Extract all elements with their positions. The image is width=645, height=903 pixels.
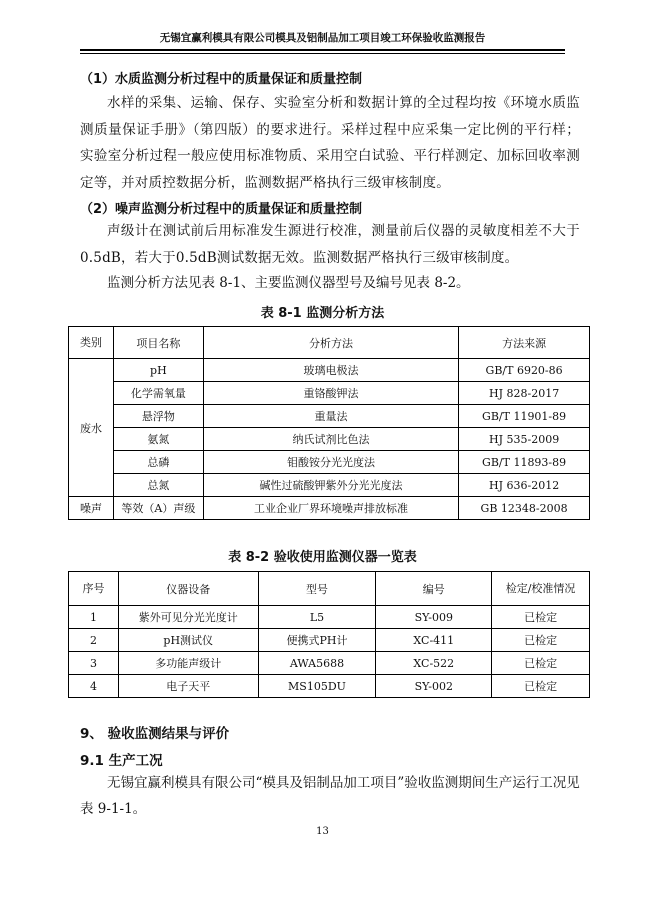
table-cell: 重量法 [203,405,458,428]
table-row [69,451,590,474]
table-row [69,629,590,652]
noise-qc-heading: （2）噪声监测分析过程中的质量保证和质量控制 [80,202,363,217]
table1-caption: 表 8-1 监测分析方法 [260,306,385,321]
table-cell: 氨氮 [113,428,203,451]
table-cell: 电子天平 [118,675,258,698]
table-cell: AWA5688 [258,652,376,675]
table-cell: MS105DU [258,675,376,698]
table-cell: HJ 535-2009 [459,428,590,451]
column-header: 方法来源 [459,327,590,359]
table-cell: 等效（A）声级 [113,497,203,520]
reference-paragraph: 监测分析方法见表 8-1、主要监测仪器型号及编号见表 8-2。 [107,275,470,291]
table-8-2 [68,571,590,698]
category-cell: 噪声 [69,497,114,520]
table-cell: 化学需氧量 [113,382,203,405]
table-cell: 重铬酸钾法 [203,382,458,405]
table-cell: XC-411 [376,629,492,652]
table-cell: 便携式PH计 [258,629,376,652]
column-header: 项目名称 [113,327,203,359]
column-header: 编号 [376,572,492,606]
page-number: 13 [316,826,329,837]
table-cell: 已检定 [492,652,590,675]
table-cell: HJ 828-2017 [459,382,590,405]
table-cell: 总氮 [113,474,203,497]
table-cell: 3 [69,652,119,675]
page-header: 无锡宜赢利模具有限公司模具及铝制品加工项目竣工环保验收监测报告 [80,30,565,51]
table-cell: 玻璃电极法 [203,359,458,382]
table-cell: 4 [69,675,119,698]
table-8-1 [68,326,590,520]
table-row [69,675,590,698]
noise-qc-paragraph: 声级计在测试前后用标准发生源进行校准，测量前后仪器的灵敏度相差不大于0.5dB，若大于0.5dB测试数据无效。监测数据严格执行三级审核制度。 [80,223,580,266]
table-cell: 已检定 [492,629,590,652]
table-cell: GB/T 11901-89 [459,405,590,428]
column-header: 仪器设备 [118,572,258,606]
table2-caption: 表 8-2 验收使用监测仪器一览表 [228,550,417,565]
water-qc-heading: （1）水质监测分析过程中的质量保证和质量控制 [80,72,363,87]
table-row [69,497,590,520]
production-paragraph: 无锡宜赢利模具有限公司“模具及铝制品加工项目”验收监测期间生产运行工况见表 9-1-1。 [80,775,580,817]
table-cell: 已检定 [492,675,590,698]
table-row [69,652,590,675]
table-cell: 多功能声级计 [118,652,258,675]
table-cell: 2 [69,629,119,652]
table-cell: 纳氏试剂比色法 [203,428,458,451]
table-cell: HJ 636-2012 [459,474,590,497]
table-cell: L5 [258,606,376,629]
column-header: 分析方法 [203,327,458,359]
table-cell: 紫外可见分光光度计 [118,606,258,629]
table-cell: GB/T 11893-89 [459,451,590,474]
table-row [69,382,590,405]
table-row [69,606,590,629]
table-cell: SY-002 [376,675,492,698]
table-header-row [69,572,590,606]
column-header: 类别 [69,327,114,359]
table-cell: SY-009 [376,606,492,629]
table-row [69,359,590,382]
table-cell: 已检定 [492,606,590,629]
table-cell: 碱性过硫酸钾紫外分光光度法 [203,474,458,497]
table-cell: 1 [69,606,119,629]
table-cell: 工业企业厂界环境噪声排放标准 [203,497,458,520]
water-qc-paragraph: 水样的采集、运输、保存、实验室分析和数据计算的全过程均按《环境水质监测质量保证手册》（第四版）的要求进行。采样过程中应采集一定比例的平行样；实验室分析过程一般应使用标准物质、采用空白试验、平行样测定、加标回收率测定等，并对质控数据分析，监测数据严格执行三级审核制度。 [80,95,580,191]
section-9-1-heading: 9.1 生产工况 [80,753,163,769]
table-cell: pH测试仪 [118,629,258,652]
section-9-heading: 9、 验收监测结果与评价 [80,726,230,742]
category-cell: 废水 [69,359,114,497]
table-row [69,428,590,451]
table-cell: 钼酸铵分光光度法 [203,451,458,474]
table-header-row [69,327,590,359]
table-cell: GB/T 6920-86 [459,359,590,382]
column-header: 检定/校准情况 [492,572,590,606]
table-cell: GB 12348-2008 [459,497,590,520]
table-row [69,474,590,497]
table-cell: 悬浮物 [113,405,203,428]
table-cell: pH [113,359,203,382]
table-cell: XC-522 [376,652,492,675]
table-cell: 总磷 [113,451,203,474]
column-header: 型号 [258,572,376,606]
column-header: 序号 [69,572,119,606]
table-row [69,405,590,428]
